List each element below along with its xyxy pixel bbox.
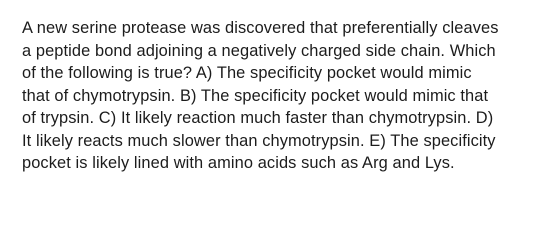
- question-line: It likely reacts much slower than chymotrypsin. E) The specificity: [22, 131, 496, 150]
- question-text: [22, 17, 546, 175]
- question-line: of the following is true? A) The specificity pocket would mimic: [22, 64, 472, 82]
- question-line: A new serine protease was discovered that preferentially cleaves: [22, 19, 499, 37]
- question-line: pocket is likely lined with amino acids such as Arg and Lys.: [22, 154, 455, 172]
- question-line: that of chymotrypsin. B) The specificity pocket would mimic that: [22, 86, 489, 105]
- question-line: a peptide bond adjoining a negatively charged side chain. Which: [22, 41, 496, 60]
- question-line: of trypsin. C) It likely reaction much faster than chymotrypsin. D): [22, 109, 494, 127]
